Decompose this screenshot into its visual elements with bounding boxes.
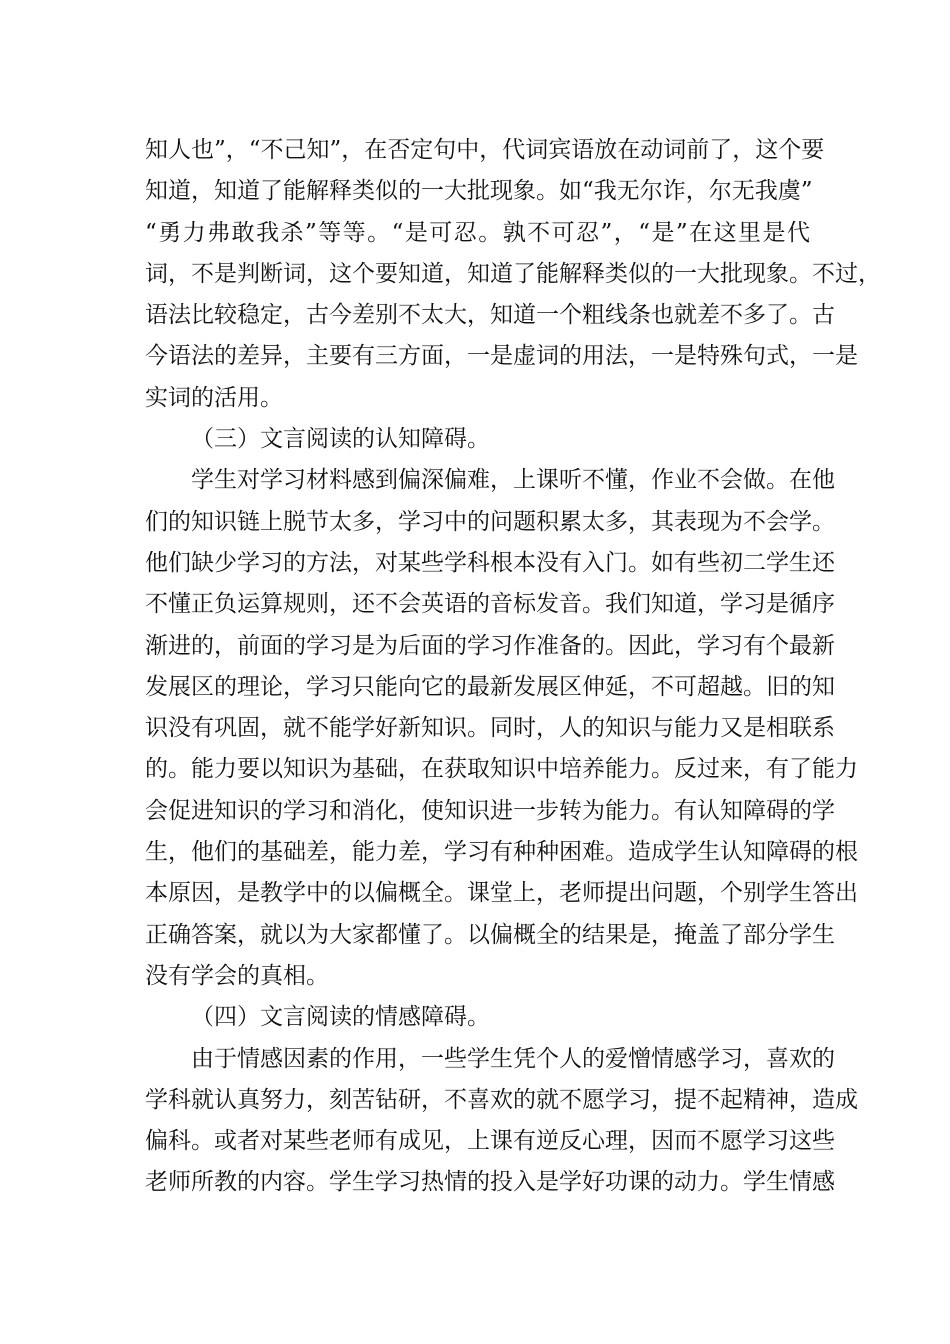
text-line: 会促进知识的学习和消化，使知识进一步转为能力。有认知障碍的学	[145, 797, 835, 824]
text-line: 学生对学习材料感到偏深偏难，上课听不懂，作业不会做。在他	[191, 467, 835, 494]
text-line: 老师所教的内容。学生学习热情的投入是学好功课的动力。学生情感	[145, 1169, 835, 1196]
section-heading-3	[145, 419, 810, 460]
paragraph-cognitive-barrier	[145, 460, 858, 997]
text-line: 没有学会的真相。	[145, 962, 329, 989]
heading-line: （四）文言阅读的情感障碍。	[191, 1004, 490, 1031]
text-line: 偏科。或者对某些老师有成见，上课有逆反心理，因而不愿学习这些	[145, 1128, 835, 1155]
section-heading-4	[145, 997, 810, 1038]
text-line: 实词的活用。	[145, 384, 283, 411]
text-line: 语法比较稳定，古今差别不太大，知道一个粗线条也就差不多了。古	[145, 302, 835, 329]
text-line: 他们缺少学习的方法，对某些学科根本没有入门。如有些初二学生还	[145, 549, 835, 576]
text-line: 由于情感因素的作用，一些学生凭个人的爱憎情感学习，喜欢的	[191, 1045, 835, 1072]
text-line: 今语法的差异，主要有三方面，一是虚词的用法，一是特殊句式，一是	[145, 343, 858, 370]
text-line: 学科就认真努力，刻苦钻研，不喜欢的就不愿学习，提不起精神，造成	[145, 1086, 858, 1113]
text-line: 知道，知道了能解释类似的一大批现象。如“我无尔诈，尔无我虞”	[145, 178, 813, 205]
paragraph-grammar-continued	[145, 130, 881, 419]
heading-line: （三）文言阅读的认知障碍。	[191, 426, 490, 453]
text-line: 识没有巩固，就不能学好新知识。同时，人的知识与能力又是相联系	[145, 715, 835, 742]
text-line: 渐进的，前面的学习是为后面的学习作准备的。因此，学习有个最新	[145, 632, 835, 659]
text-line: 词，不是判断词，这个要知道，知道了能解释类似的一大批现象。不过，	[145, 260, 881, 287]
text-line: 的。能力要以知识为基础，在获取知识中培养能力。反过来，有了能力	[145, 756, 858, 783]
text-line: 们的知识链上脱节太多，学习中的问题积累太多，其表现为不会学。	[145, 508, 835, 535]
text-line: 知人也”，“不己知”，在否定句中，代词宾语放在动词前了，这个要	[145, 137, 825, 163]
text-line: 不懂正负运算规则，还不会英语的音标发音。我们知道，学习是循序	[145, 591, 835, 618]
text-line: 生，他们的基础差，能力差，学习有种种困难。造成学生认知障碍的根	[145, 839, 858, 866]
document-body	[145, 130, 881, 1204]
text-line: “勇力弗敢我杀”等等。“是可忍。孰不可忍”，“是”在这里是代	[145, 219, 810, 246]
text-line: 正确答案，就以为大家都懂了。以偏概全的结果是，掩盖了部分学生	[145, 921, 835, 948]
text-line: 本原因，是教学中的以偏概全。课堂上，老师提出问题，个别学生答出	[145, 880, 858, 907]
text-line: 发展区的理论，学习只能向它的最新发展区伸延，不可超越。旧的知	[145, 673, 835, 700]
paragraph-emotional-barrier	[145, 1039, 858, 1204]
